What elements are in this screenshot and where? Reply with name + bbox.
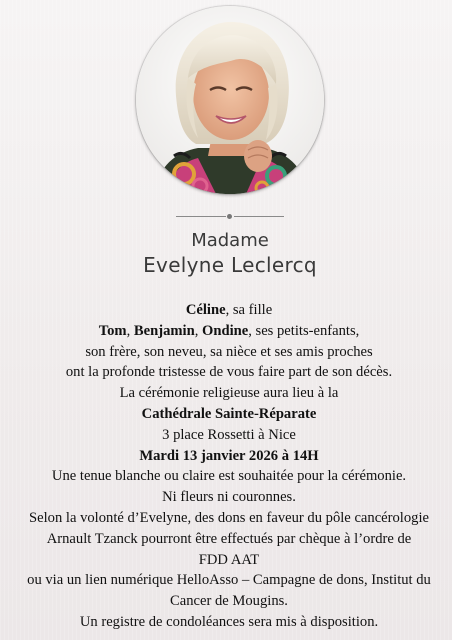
grandchild-name: Benjamin [133, 322, 195, 339]
divider-line-right [234, 216, 284, 217]
portrait-photo [136, 6, 324, 194]
grandchildren-relation: , ses petits-enfants, [248, 322, 360, 339]
grandchildren-line: Tom, Benjamin, Ondine, ses petits-enfants, [98, 322, 360, 339]
relatives-line: son frère, son neveu, sa nièce et ses amis proches [85, 343, 373, 360]
divider-line-left [176, 216, 226, 217]
donations-line-4: ou via un lien numérique HelloAsso – Campagne de dons, Institut du Cancer de Mougins. [27, 572, 431, 610]
grandchild-name: Ondine [201, 322, 249, 339]
sorrow-line: ont la profonde tristesse de vous faire part de son décès. [65, 364, 393, 381]
donations-line-1: Selon la volonté d’Evelyne, des dons en faveur du pôle cancérologie [29, 509, 429, 526]
daughter-line [6, 300, 452, 321]
flowers-note: Ni fleurs ni couronnes. [162, 489, 296, 506]
honorific: Madame [191, 230, 269, 251]
dress-code: Une tenue blanche ou claire est souhaitée pour la cérémonie. [51, 468, 407, 485]
venue-name: Cathédrale Sainte-Réparate [141, 405, 317, 422]
grandchild-name: Tom [98, 322, 127, 339]
portrait-photo-icon [136, 6, 324, 194]
divider-dot-icon [227, 214, 232, 219]
announcement-body [6, 300, 452, 633]
ceremony-address: 3 place Rossetti à Nice [162, 426, 296, 443]
ornament-divider [176, 214, 284, 220]
deceased-name: Evelyne Leclercq [143, 253, 317, 277]
ceremony-venue [6, 404, 452, 425]
donations-line-2: Arnault Tzanck pourront être effectués par chèque à l’ordre de [46, 530, 412, 547]
donations-line-3: FDD AAT [198, 551, 260, 568]
daughter-relation: , sa fille [225, 302, 273, 318]
daughter-name: Céline [185, 302, 226, 318]
deceased-title [0, 230, 452, 278]
condolences-note: Un registre de condoléances sera mis à disposition. [79, 613, 379, 630]
ceremony-datetime [6, 446, 452, 467]
datetime-text: Mardi 13 janvier 2026 à 14H [139, 447, 319, 464]
ceremony-intro: La cérémonie religieuse aura lieu à la [119, 385, 339, 402]
